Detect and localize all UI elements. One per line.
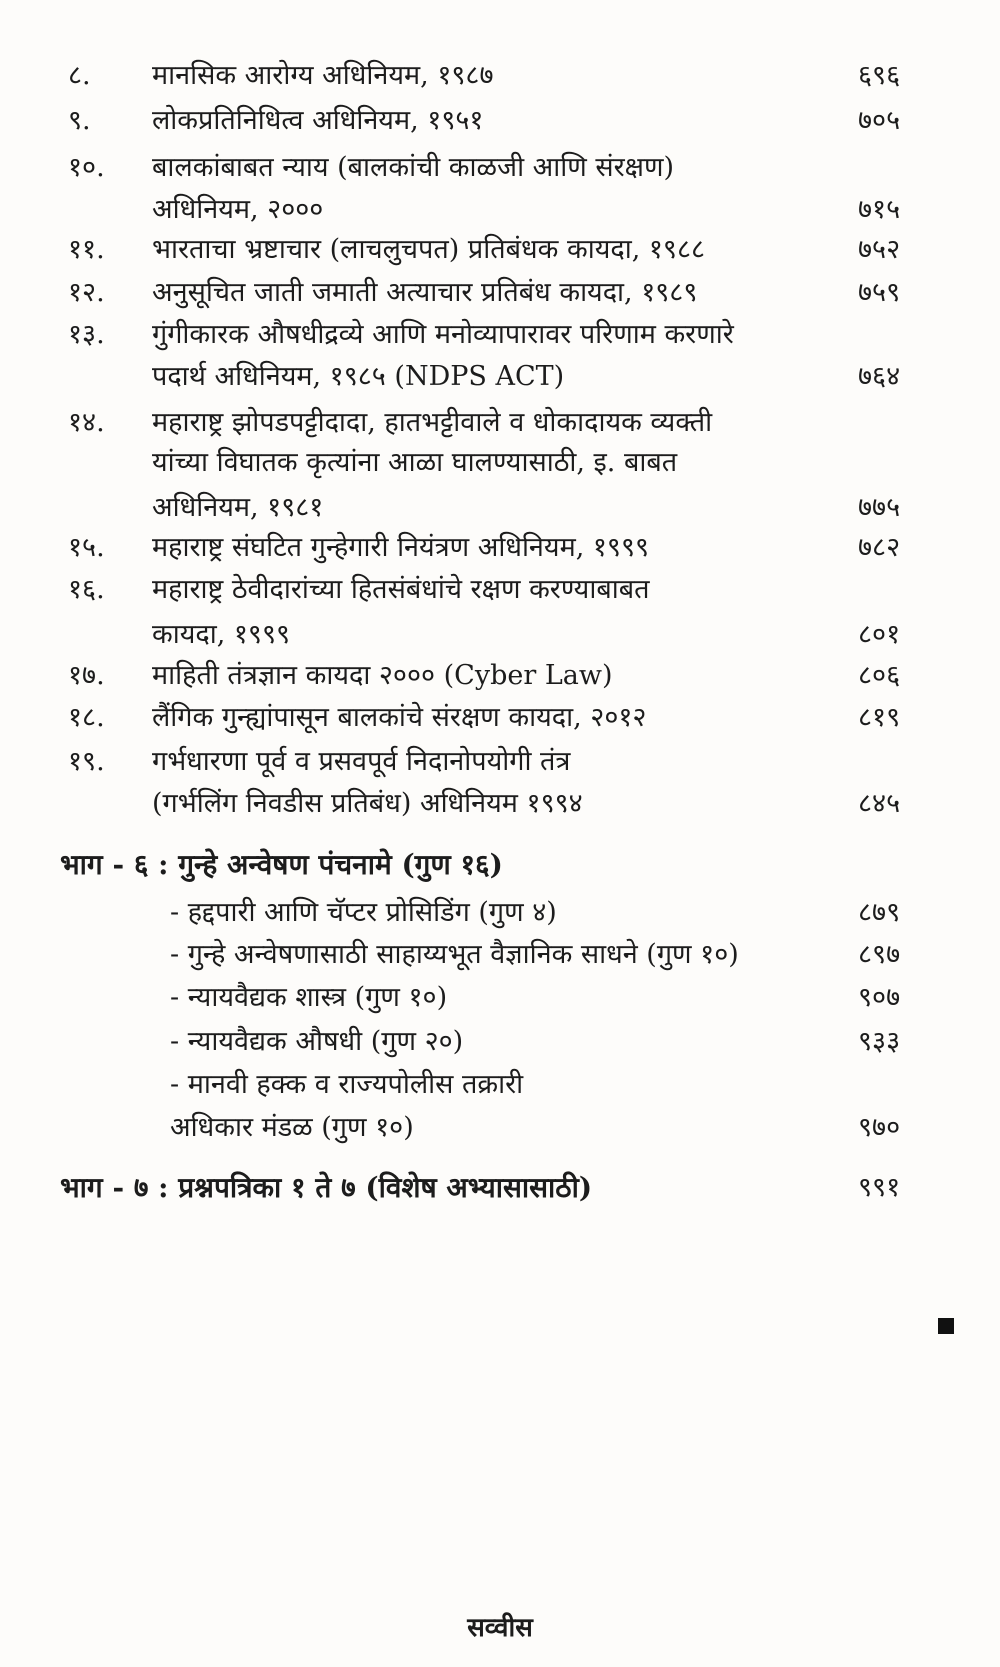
entry-page: ६९६ xyxy=(858,60,901,91)
part-7-page: ९९१ xyxy=(858,1172,901,1203)
entry-title-line: अधिनियम, २००० xyxy=(152,194,324,225)
entry-title-line: अधिनियम, १९८१ xyxy=(152,492,324,523)
entry-number: १८. xyxy=(68,702,105,733)
entry-title: मानसिक आरोग्य अधिनियम, १९८७ xyxy=(152,60,494,91)
entry-title: महाराष्ट्र ठेवीदारांच्या हितसंबंधांचे रक्षण करण्याबाबत xyxy=(152,574,650,605)
entry-number: १९. xyxy=(68,746,105,777)
entry-number: १२. xyxy=(68,277,105,308)
part-6-item-page: ८७९ xyxy=(858,897,901,928)
end-square-mark xyxy=(938,1318,954,1334)
part-6-item-continued: अधिकार मंडळ (गुण १०) xyxy=(170,1112,414,1143)
entry-number: ८. xyxy=(68,60,91,91)
part-6-heading: भाग - ६ : गुन्हे अन्वेषण पंचनामे (गुण १६) xyxy=(60,848,503,881)
page-footer: सव्वीस xyxy=(467,1613,533,1643)
entry-page: ८१९ xyxy=(858,702,901,733)
entry-number: १०. xyxy=(68,152,105,183)
part-6-item-page: ८९७ xyxy=(858,939,901,970)
part-6-item-page: ९७० xyxy=(858,1112,901,1143)
entry-title: भारताचा भ्रष्टाचार (लाचलुचपत) प्रतिबंधक कायदा, १९८८ xyxy=(152,234,706,265)
entry-number: १५. xyxy=(68,532,105,563)
part-6-item-page: ९३३ xyxy=(858,1026,901,1057)
part-6-item: - हद्दपारी आणि चॅप्टर प्रोसिडिंग (गुण ४) xyxy=(170,897,557,928)
entry-title-line: यांच्या विघातक कृत्यांना आळा घालण्यासाठी, इ. बाबत xyxy=(152,447,678,478)
entry-page: ७७५ xyxy=(858,492,901,523)
entry-page: ८४५ xyxy=(858,788,901,819)
entry-number: १४. xyxy=(68,407,105,438)
entry-number: ११. xyxy=(68,234,105,265)
entry-page: ८०६ xyxy=(858,660,901,691)
part-6-item: - गुन्हे अन्वेषणासाठी साहाय्यभूत वैज्ञानिक साधने (गुण १०) xyxy=(170,939,739,970)
entry-title: अनुसूचित जाती जमाती अत्याचार प्रतिबंध कायदा, १९८९ xyxy=(152,277,698,308)
entry-title: लोकप्रतिनिधित्व अधिनियम, १९५१ xyxy=(152,105,484,136)
part-6-item: - मानवी हक्क व राज्यपोलीस तक्रारी xyxy=(170,1069,524,1100)
entry-title-line: (गर्भलिंग निवडीस प्रतिबंध) अधिनियम १९९४ xyxy=(152,788,583,819)
entry-title: लैंगिक गुन्ह्यांपासून बालकांचे संरक्षण कायदा, २०१२ xyxy=(152,702,647,733)
entry-title-line: कायदा, १९९९ xyxy=(152,619,291,650)
part-6-item-page: ९०७ xyxy=(858,982,901,1013)
entry-number: १६. xyxy=(68,574,105,605)
entry-title: बालकांबाबत न्याय (बालकांची काळजी आणि संरक्षण) xyxy=(152,152,675,183)
entry-title: गर्भधारणा पूर्व व प्रसवपूर्व निदानोपयोगी तंत्र xyxy=(152,746,571,777)
entry-number: ९. xyxy=(68,105,91,136)
entry-page: ७५२ xyxy=(858,234,901,265)
part-6-item: - न्यायवैद्यक शास्त्र (गुण १०) xyxy=(170,982,448,1013)
part-7-heading: भाग - ७ : प्रश्नपत्रिका १ ते ७ (विशेष अभ्यासासाठी) xyxy=(60,1171,593,1204)
entry-number: १७. xyxy=(68,660,105,691)
entry-page: ८०१ xyxy=(858,619,901,650)
entry-number: १३. xyxy=(68,319,105,350)
entry-title: गुंगीकारक औषधीद्रव्ये आणि मनोव्यापारावर परिणाम करणारे xyxy=(152,319,734,350)
entry-title: महाराष्ट्र झोपडपट्टीदादा, हातभट्टीवाले व धोकादायक व्यक्ती xyxy=(152,407,713,438)
entry-page: ७८२ xyxy=(858,532,901,563)
entry-title: माहिती तंत्रज्ञान कायदा २००० (Cyber Law) xyxy=(152,660,613,691)
entry-title: महाराष्ट्र संघटित गुन्हेगारी नियंत्रण अधिनियम, १९९९ xyxy=(152,532,650,563)
entry-page: ७५९ xyxy=(858,277,901,308)
entry-page: ७१५ xyxy=(858,194,901,225)
part-6-item: - न्यायवैद्यक औषधी (गुण २०) xyxy=(170,1026,464,1057)
entry-title-line: पदार्थ अधिनियम, १९८५ (NDPS ACT) xyxy=(152,361,565,392)
entry-page: ७०५ xyxy=(858,105,901,136)
entry-page: ७६४ xyxy=(858,361,901,392)
